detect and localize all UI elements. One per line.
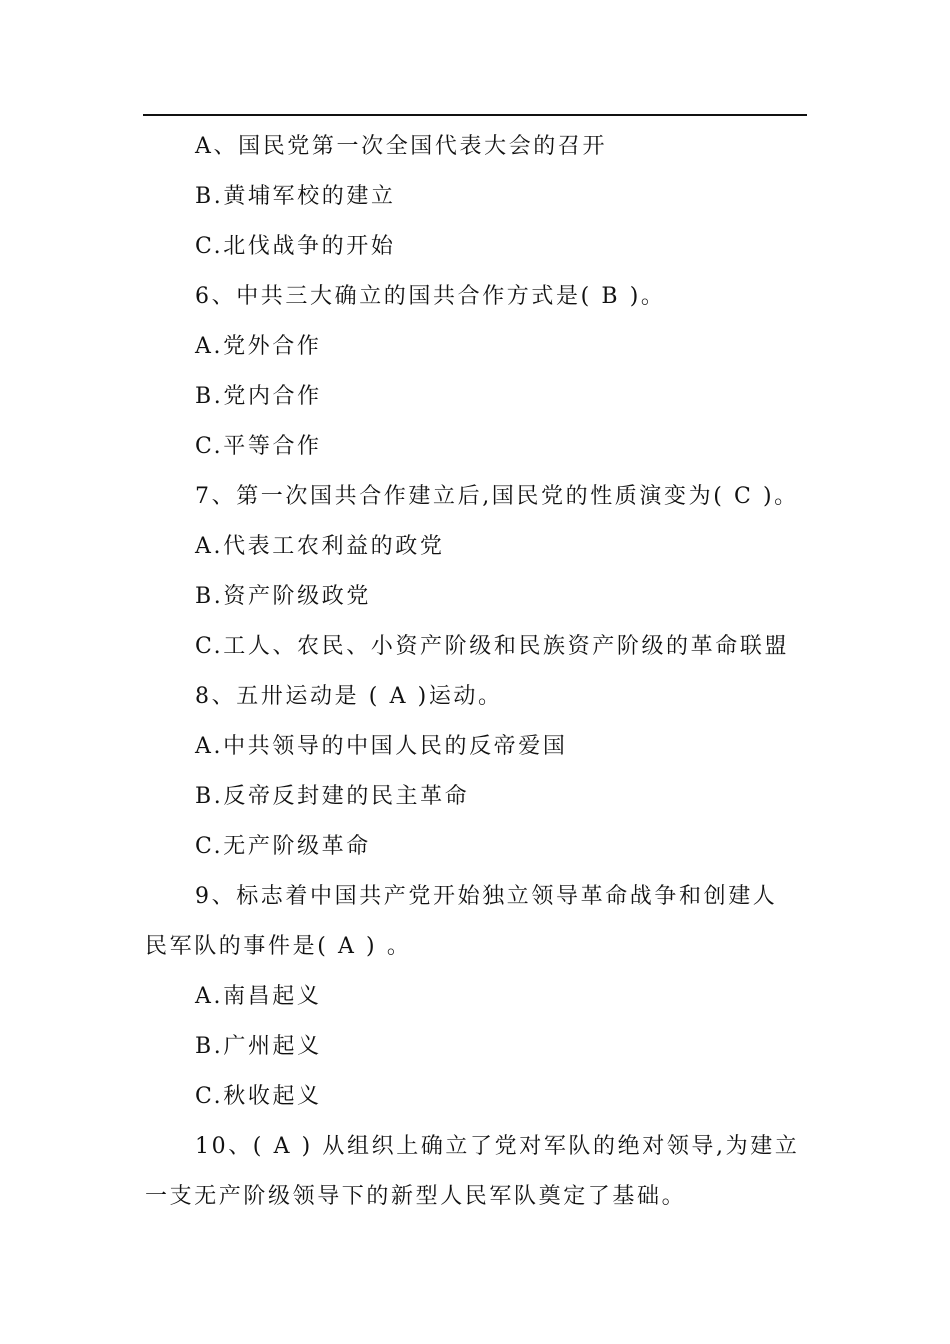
option-6a: A.党外合作 <box>195 334 322 359</box>
option-5c: C.北伐战争的开始 <box>195 234 396 259</box>
question-9-line-2: 民军队的事件是( A ) 。 <box>145 934 412 959</box>
option-6b: B.党内合作 <box>195 384 322 409</box>
question-10-line-2: 一支无产阶级领导下的新型人民军队奠定了基础。 <box>145 1184 687 1209</box>
option-7c: C.工人、农民、小资产阶级和民族资产阶级的革命联盟 <box>195 634 790 659</box>
document-body <box>145 127 807 1227</box>
option-7b: B.资产阶级政党 <box>195 584 371 609</box>
option-9b: B.广州起义 <box>195 1034 322 1059</box>
option-9c: C.秋收起义 <box>195 1084 322 1109</box>
option-8c: C.无产阶级革命 <box>195 834 371 859</box>
option-7a: A.代表工农利益的政党 <box>195 534 445 559</box>
option-9a: A.南昌起义 <box>195 984 322 1009</box>
option-5a: A、国民党第一次全国代表大会的召开 <box>195 134 608 159</box>
question-7: 7、第一次国共合作建立后,国民党的性质演变为( C )。 <box>195 484 799 509</box>
question-8: 8、五卅运动是 ( A )运动。 <box>195 684 503 709</box>
option-6c: C.平等合作 <box>195 434 322 459</box>
question-6: 6、中共三大确立的国共合作方式是( B )。 <box>195 284 666 309</box>
header-rule <box>143 114 807 116</box>
question-9-line-1: 9、标志着中国共产党开始独立领导革命战争和创建人 <box>195 884 778 909</box>
option-8a: A.中共领导的中国人民的反帝爱国 <box>195 734 568 759</box>
option-5b: B.黄埔军校的建立 <box>195 184 396 209</box>
option-8b: B.反帝反封建的民主革命 <box>195 784 470 809</box>
question-10-line-1: 10、( A ) 从组织上确立了党对军队的绝对领导,为建立 <box>195 1134 800 1159</box>
